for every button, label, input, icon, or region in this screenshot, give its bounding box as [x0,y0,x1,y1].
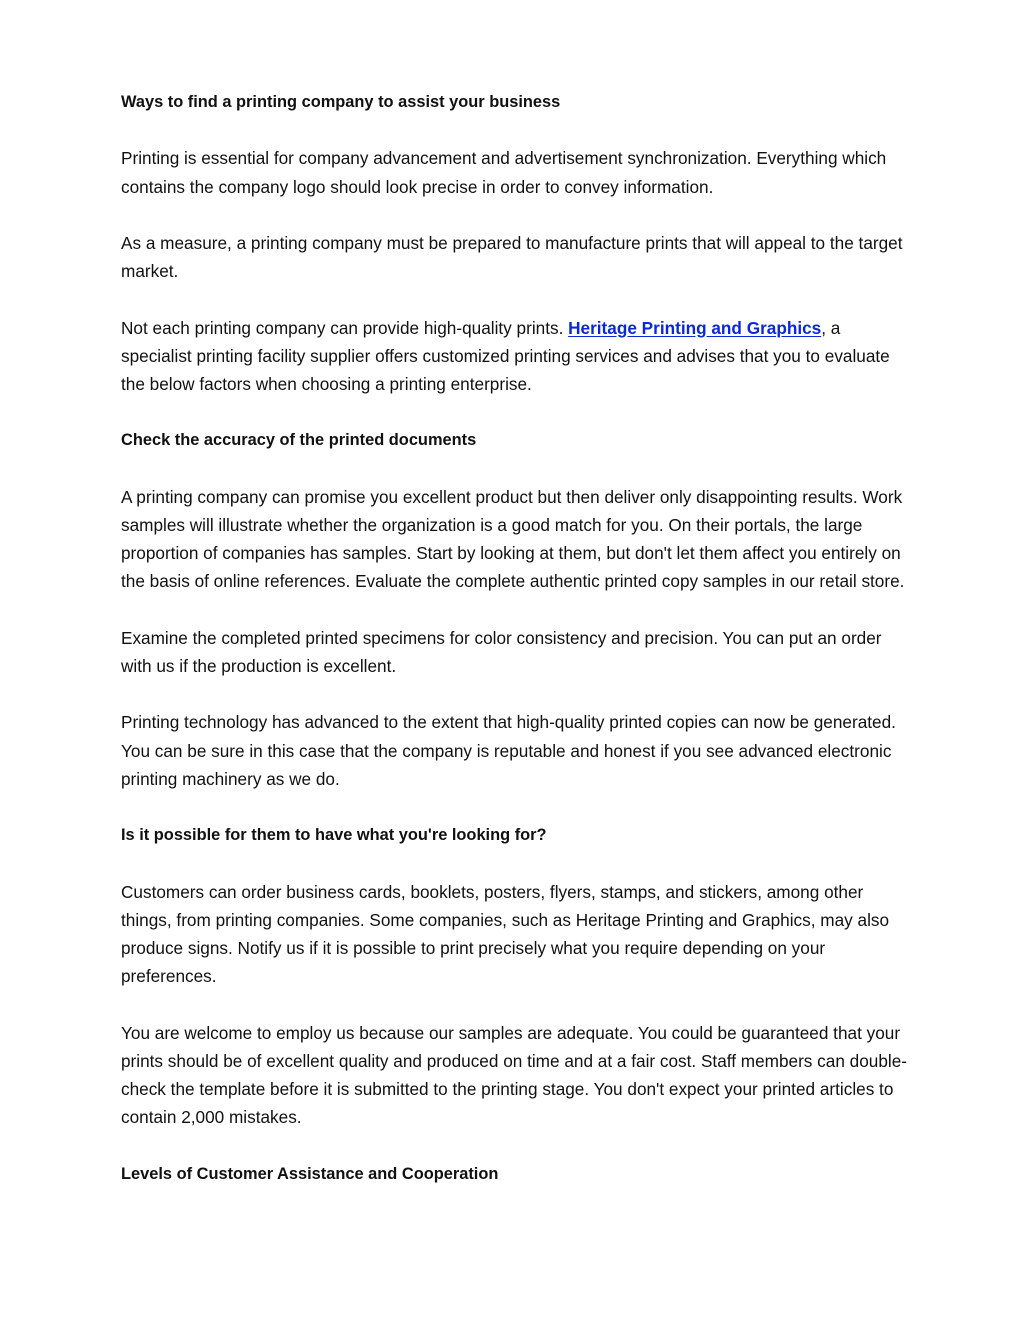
measure-paragraph: As a measure, a printing company must be prepared to manufacture prints that will appeal to the target market. [121,232,903,282]
link-paragraph-after: , a specialist printing facility supplier offers customized printing services and advises that you to evaluate the below factors when choosing a printing enterprise. [121,317,890,394]
accuracy-paragraph-2: Examine the completed printed specimens for color consistency and precision. You can put an order with us if the production is excellent. [121,627,882,676]
availability-paragraph-2: You are welcome to employ us because our samples are adequate. You could be guaranteed that your prints should be of excellent quality and produced on time and at a fair cost. Staff members can double-check the template before it is submitted to the printing stage. You don't expect your printed articles to contain 2,000 mistakes. [121,1022,907,1128]
document-page [121,88,911,1216]
link-paragraph [121,314,911,399]
accuracy-paragraph-1: A printing company can promise you excellent product but then deliver only disappointing results. Work samples will illustrate whether the organization is a good match for you. On their portals, the large proportion of companies has samples. Start by looking at them, but don't let them affect you entirely on the basis of online references. Evaluate the complete authentic printed copy samples in our retail store. [121,486,905,592]
availability-paragraph-1: Customers can order business cards, booklets, posters, flyers, stamps, and stickers, among other things, from printing companies. Some companies, such as Heritage Printing and Graphics, may also produce signs. Notify us if it is possible to print precisely what you require depending on your preferences. [121,881,890,987]
heritage-printing-link[interactable]: Heritage Printing and Graphics [568,317,822,338]
section-heading-accuracy: Check the accuracy of the printed documents [121,431,477,450]
document-title: Ways to find a printing company to assist your business [121,93,561,111]
intro-paragraph: Printing is essential for company advancement and advertisement synchronization. Everything which contains the company logo should look precise in order to convey information. [121,148,887,197]
accuracy-paragraph-3: Printing technology has advanced to the extent that high-quality printed copies can now be generated. You can be sure in this case that the company is reputable and honest if you see advanced electronic printing machinery as we do. [121,712,896,789]
section-heading-availability: Is it possible for them to have what you're looking for? [121,826,547,845]
section-heading-assistance: Levels of Customer Assistance and Cooperation [121,1164,499,1183]
link-paragraph-before: Not each printing company can provide high-quality prints. [121,317,569,338]
